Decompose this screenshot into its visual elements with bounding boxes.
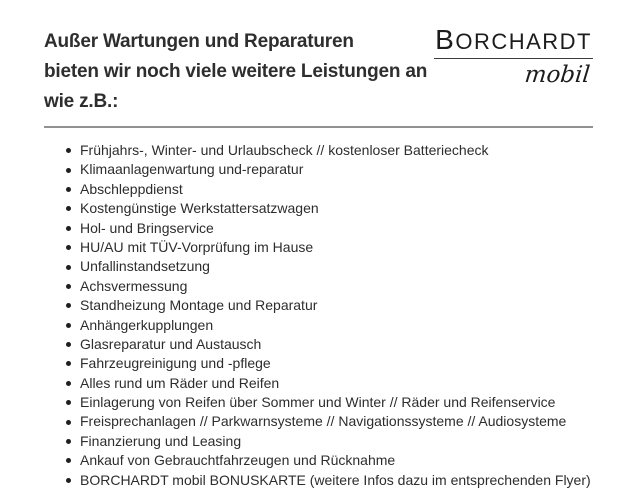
list-item: [66, 393, 593, 412]
list-item: [66, 160, 593, 179]
bullet-icon: [66, 361, 71, 366]
bullet-icon: [66, 265, 71, 270]
list-item-text: Achsvermessung: [80, 277, 188, 294]
bullet-icon: [66, 478, 71, 483]
brand-logo: [434, 24, 593, 88]
list-item: [66, 335, 593, 354]
bullet-icon: [66, 187, 71, 192]
bullet-icon: [66, 226, 71, 231]
list-item-text: BORCHARDT mobil BONUSKARTE (weitere Infos dazu im entsprechenden Flyer): [80, 471, 591, 488]
list-item-text: Fahrzeugreinigung und -pflege: [80, 355, 271, 372]
list-item: [66, 277, 593, 296]
headline: [44, 27, 434, 117]
list-item-text: Frühjahrs-, Winter- und Urlaubscheck // kostenloser Batteriecheck: [80, 142, 489, 158]
bullet-icon: [66, 400, 71, 405]
list-item-text: Unfallinstandsetzung: [80, 258, 210, 275]
services-list: [44, 141, 593, 490]
list-item: [66, 451, 593, 470]
list-item: [66, 141, 593, 160]
list-item-text: Klimaanlagenwartung und-reparatur: [80, 161, 304, 178]
list-item-text: Einlagerung von Reifen über Sommer und Winter // Räder und Reifenservice: [80, 394, 556, 411]
header: [44, 0, 593, 117]
bullet-icon: [66, 342, 71, 347]
list-item-text: Freisprechanlagen // Parkwarnsysteme // Navigationssysteme // Audiosysteme: [80, 413, 567, 430]
list-item: [66, 199, 593, 218]
bullet-icon: [66, 439, 71, 444]
bullet-icon: [66, 323, 71, 328]
bullet-icon: [66, 245, 71, 250]
list-item-text: Abschleppdienst: [80, 180, 183, 197]
list-item: [66, 316, 593, 335]
bullet-icon: [66, 303, 71, 308]
list-item: [66, 432, 593, 451]
list-item-text: Anhängerkupplungen: [80, 316, 214, 333]
brand-name: BORCHARDT: [434, 28, 593, 59]
list-item: [66, 354, 593, 373]
headline-line1: Außer Wartungen und Reparaturen: [44, 31, 354, 52]
header-divider: [44, 126, 593, 128]
list-item-text: Ankauf von Gebrauchtfahrzeugen und Rücknahme: [80, 452, 396, 469]
list-item-text: Glasreparatur und Austausch: [80, 335, 262, 352]
brand-sub-script: mobil: [523, 62, 592, 88]
list-item: [66, 180, 593, 199]
list-item: [66, 257, 593, 276]
bullet-icon: [66, 458, 71, 463]
bullet-icon: [66, 206, 71, 211]
list-item: [66, 238, 593, 257]
list-item-text: Standheizung Montage und Reparatur: [80, 297, 318, 314]
list-item-text: Hol- und Bringservice: [80, 219, 214, 236]
list-item: [66, 219, 593, 238]
bullet-icon: [66, 284, 71, 289]
list-item-text: HU/AU mit TÜV-Vorprüfung im Hause: [80, 238, 314, 255]
list-item-text: Kostengünstige Werkstattersatzwagen: [80, 200, 319, 217]
headline-line2: bieten wir noch viele weitere Leistungen an wie z.B.:: [44, 61, 428, 112]
list-item-text: Finanzierung und Leasing: [80, 432, 242, 449]
bullet-icon: [66, 420, 71, 425]
list-item: [66, 296, 593, 315]
bullet-icon: [66, 168, 71, 173]
list-item: [66, 471, 593, 490]
bullet-icon: [66, 148, 71, 153]
list-item: [66, 374, 593, 393]
list-item: [66, 412, 593, 431]
bullet-icon: [66, 381, 71, 386]
list-item-text: Alles rund um Räder und Reifen: [80, 374, 280, 391]
